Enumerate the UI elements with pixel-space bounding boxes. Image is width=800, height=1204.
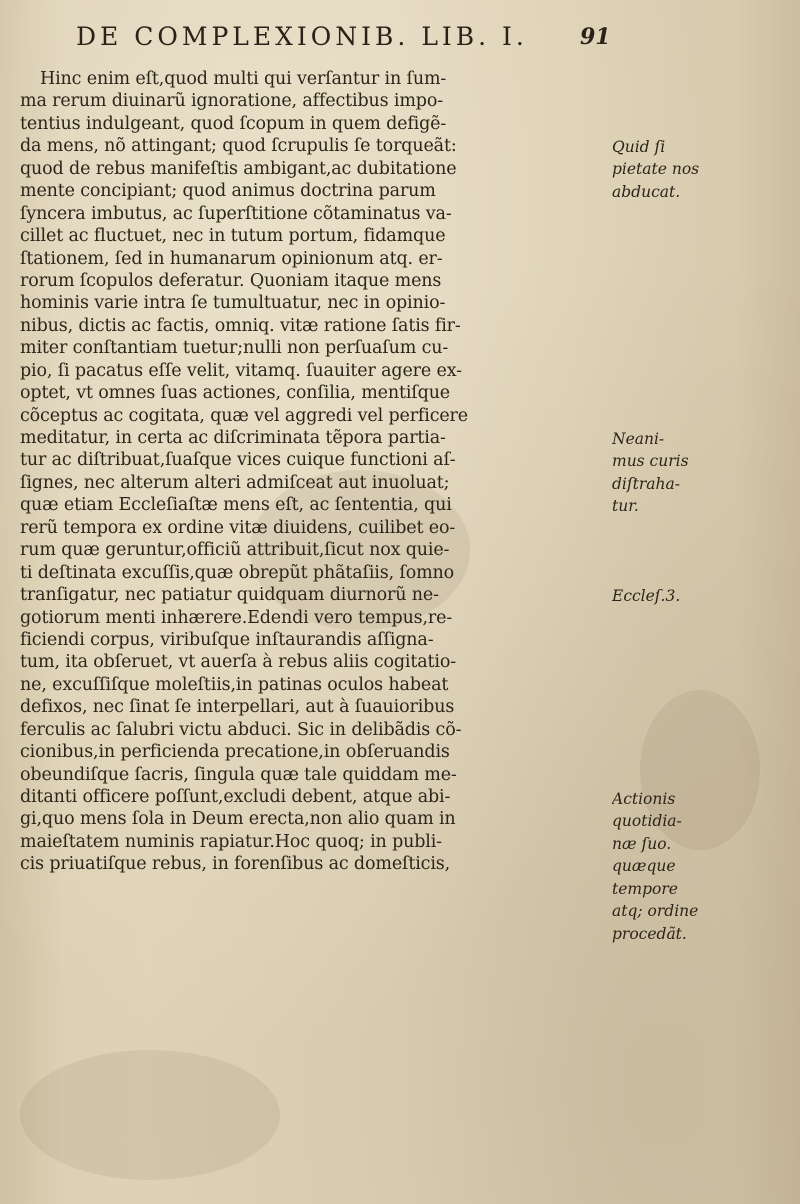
text-line: meditatur, in certa ac diſcriminata tẽpora partia- — [20, 428, 446, 448]
paper-stain — [20, 1050, 280, 1180]
text-line: quod de rebus manifeſtis ambigant,ac dubitatione — [20, 158, 457, 179]
text-line: miter conſtantiam tuetur;nulli non perſuaſum cu- — [20, 338, 449, 359]
text-line: ficiendi corpus, viribuſque inſtaurandis aſſigna- — [20, 629, 434, 650]
text-line: ſyncera imbutus, ac ſuperſtitione cõtaminatus va- — [20, 203, 452, 224]
text-line: tranſigatur, nec patiatur quidquam diurnorũ ne- — [20, 585, 439, 606]
text-line: Hinc enim eſt,quod multi qui verſantur in ſum- — [40, 69, 447, 89]
text-line: rorum ſcopulos deferatur. Quoniam itaque mens — [20, 270, 442, 291]
text-line: ſtationem, ſed in humanarum opinionum atq. er- — [20, 248, 443, 269]
running-head: DE COMPLEXIONIB. LIB. I. — [76, 22, 528, 51]
text-line: da mens, nõ attingant; quod ſcrupulis ſe torqueãt: — [20, 136, 457, 157]
text-line: ditanti officere poſſunt,excludi debent, atque abi- — [20, 787, 451, 807]
text-line: tur ac diſtribuat,ſuaſque vices cuique functioni aſ- — [20, 450, 456, 471]
margin-note-line: Eccleſ.3. — [612, 587, 681, 605]
text-line: ma rerum diuinarũ ignoratione, affectibus impo- — [20, 91, 443, 112]
text-line: gi,quo mens ſola in Deum erecta,non alio quam in — [20, 809, 456, 830]
margin-note-line: abducat. — [612, 182, 681, 201]
margin-note-line: procedãt. — [612, 924, 687, 943]
text-line: ſignes, nec alterum alteri admiſceat aut inuoluat; — [20, 472, 450, 493]
text-line: cionibus,in perficienda precatione,in obſeruandis — [20, 742, 450, 763]
text-line: gotiorum menti inhærere.Edendi vero tempus,re- — [20, 607, 453, 628]
text-line: ferculis ac ſalubri victu abduci. Sic in delibãdis cõ- — [20, 719, 462, 740]
margin-note-line: Neani- — [612, 430, 665, 448]
text-line: tentius indulgeant, quod ſcopum in quem defigẽ- — [20, 113, 447, 134]
margin-note-line: pietate nos — [612, 160, 700, 179]
margin-note-line: næ ſuo. — [612, 834, 672, 853]
text-line: quæ etiam Eccleſiaſtæ mens eſt, ac ſententia, qui — [20, 495, 452, 516]
text-line: optet, vt omnes ſuas actiones, conſilia, mentiſque — [20, 383, 451, 404]
text-line: cis priuatiſque rebus, in forenſibus ac domeſticis, — [20, 854, 451, 875]
margin-note-line: tur. — [612, 497, 639, 516]
margin-note — [612, 585, 762, 607]
margin-note — [612, 428, 762, 518]
margin-note-line: tempore — [612, 879, 678, 898]
margin-note-line: Quid ſi — [612, 138, 666, 156]
text-line: rerũ tempora ex ordine vitæ diuidens, cuilibet eo- — [20, 517, 456, 538]
text-line: obeundiſque ſacris, ſingula quæ tale quiddam me- — [20, 764, 457, 785]
margin-note-line: diſtraha- — [612, 474, 680, 493]
text-line: ne, excuſſiſque moleſtiis,in patinas oculos habeat — [20, 674, 449, 695]
margin-note-line: atq; ordine — [612, 902, 699, 921]
margin-note-line: quæque — [612, 857, 676, 876]
margin-note — [612, 788, 762, 945]
text-line: nibus, dictis ac factis, omniq. vitæ ratione ſatis fir- — [20, 315, 461, 336]
margin-note-line: Actionis — [612, 790, 676, 808]
margin-note-line: quotidia- — [612, 812, 682, 831]
text-line: maieſtatem numinis rapiatur.Hoc quoq; in publi- — [20, 831, 442, 852]
text-line: tum, ita obſeruet, vt auerſa à rebus aliis cogitatio- — [20, 652, 456, 673]
text-line: pio, ſi pacatus eſſe velit, vitamq. ſuauiter agere ex- — [20, 360, 462, 381]
text-line: rum quæ geruntur,officiũ attribuit,ſicut nox quie- — [20, 540, 450, 561]
margin-note — [612, 136, 762, 203]
main-text-block — [20, 68, 605, 876]
text-line: hominis varie intra ſe tumultuatur, nec in opinio- — [20, 293, 446, 314]
text-line: mente concipiant; quod animus doctrina parum — [20, 181, 436, 202]
text-line: defixos, nec ſinat ſe interpellari, aut à ſuauioribus — [20, 697, 455, 718]
margin-note-line: mus curis — [612, 452, 689, 471]
page-number: 91 — [580, 24, 611, 50]
text-line: cõceptus ac cogitata, quæ vel aggredi vel perficere — [20, 405, 468, 426]
text-line: ti deſtinata excuſſis,quæ obrepũt phãtaſiis, ſomno — [20, 562, 455, 583]
text-line: cillet ac fluctuet, nec in tutum portum, fidamque — [20, 226, 446, 247]
